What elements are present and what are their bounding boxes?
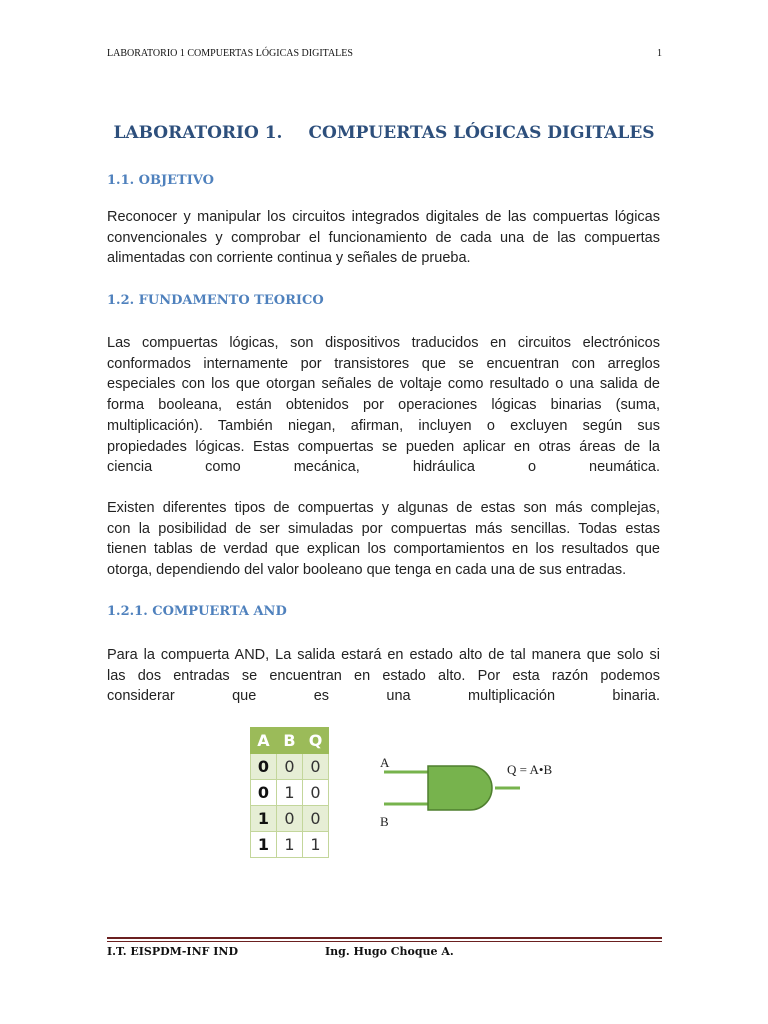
page-header [107, 48, 662, 59]
title-lab: LABORATORIO 1. [113, 123, 283, 143]
text-line: Para la compuerta AND, La salida estará en estado alto de tal manera que solo si [107, 647, 660, 663]
header-title: LABORATORIO 1 COMPUERTAS LÓGICAS DIGITALES [107, 48, 353, 59]
heading-fundamento: 1.2. FUNDAMENTO TEORICO [107, 293, 324, 308]
text-line: alimentadas con corriente continua y señales de prueba. [107, 250, 471, 267]
table-row [251, 806, 329, 832]
truth-table-header [251, 728, 329, 754]
text-line: otorga, dependiendo del valor booleano que tenga en cada una de sus entradas. [107, 562, 627, 579]
paragraph-and [107, 645, 660, 707]
text-line: forma booleana, están obtenidos por operaciones lógicas binarias (suma, [107, 397, 660, 414]
output-label: Q = A•B [507, 762, 553, 777]
page-number: 1 [657, 48, 662, 59]
text-line: tienen tablas de verdad que explican los comportamientos en los resultados que [107, 541, 660, 558]
table-cell: 1 [251, 832, 277, 858]
text-line: convencionales y comprobar el funcionamiento de cada una de las compuertas [107, 229, 660, 246]
footer-institution: I.T. EISPDM-INF IND [107, 945, 239, 958]
text-line: considerar que es una multiplicación binaria. [107, 688, 660, 705]
heading-objetivo: 1.1. OBJETIVO [107, 173, 214, 188]
heading-compuerta-and: 1.2.1. COMPUERTA AND [107, 604, 287, 619]
text-line: las dos entradas se encuentran en estado alto. Por esta razón podemos [107, 667, 660, 684]
table-cell: 0 [277, 754, 303, 780]
title-topic: COMPUERTAS LÓGICAS DIGITALES [308, 123, 655, 143]
header-cell: Q [303, 728, 329, 754]
header-cell: B [277, 728, 303, 754]
table-cell: 1 [303, 832, 329, 858]
table-row [251, 832, 329, 858]
footer-divider [107, 937, 662, 939]
and-gate-diagram [380, 748, 530, 828]
document-title [0, 123, 768, 143]
table-cell: 1 [277, 832, 303, 858]
text-line: Reconocer y manipular los circuitos integrados digitales de las compuertas lógicas [107, 209, 660, 225]
table-cell: 1 [251, 806, 277, 832]
footer-divider-thin [107, 941, 662, 942]
text-line: Las compuertas lógicas, son dispositivos traducidos en circuitos electrónicos [107, 335, 660, 351]
footer-author: Ing. Hugo Choque A. [325, 945, 454, 958]
input-b-label: B [380, 814, 389, 829]
text-line: ciencia como mecánica, hidráulica o neumática. [107, 459, 660, 476]
table-cell: 0 [277, 806, 303, 832]
paragraph-fundamento-2 [107, 498, 660, 581]
paragraph-fundamento-1 [107, 333, 660, 478]
header-cell: A [251, 728, 277, 754]
table-cell: 0 [303, 806, 329, 832]
paragraph-objetivo [107, 207, 660, 269]
table-cell: 0 [303, 780, 329, 806]
table-cell: 0 [251, 754, 277, 780]
table-cell: 0 [251, 780, 277, 806]
and-gate-body [428, 766, 492, 810]
table-row [251, 780, 329, 806]
text-line: Existen diferentes tipos de compuertas y algunas de estas son más complejas, [107, 500, 660, 516]
table-cell: 0 [303, 754, 329, 780]
text-line: conformados internamente por transistores que se encuentran con arreglos [107, 355, 660, 372]
table-row [251, 754, 329, 780]
input-a-label: A [380, 755, 390, 770]
truth-table [250, 727, 329, 858]
text-line: especiales con los que otorgan señales de voltaje como resultado o una salida de [107, 376, 660, 393]
text-line: con la posibilidad de ser simuladas por compuertas más sencillas. Todas estas [107, 520, 660, 537]
table-cell: 1 [277, 780, 303, 806]
text-line: multiplicación). También niegan, afirman, incluyen o excluyen según sus [107, 417, 660, 434]
text-line: propiedades lógicas. Estas compuertas se pueden aplicar en otras áreas de la [107, 438, 660, 455]
